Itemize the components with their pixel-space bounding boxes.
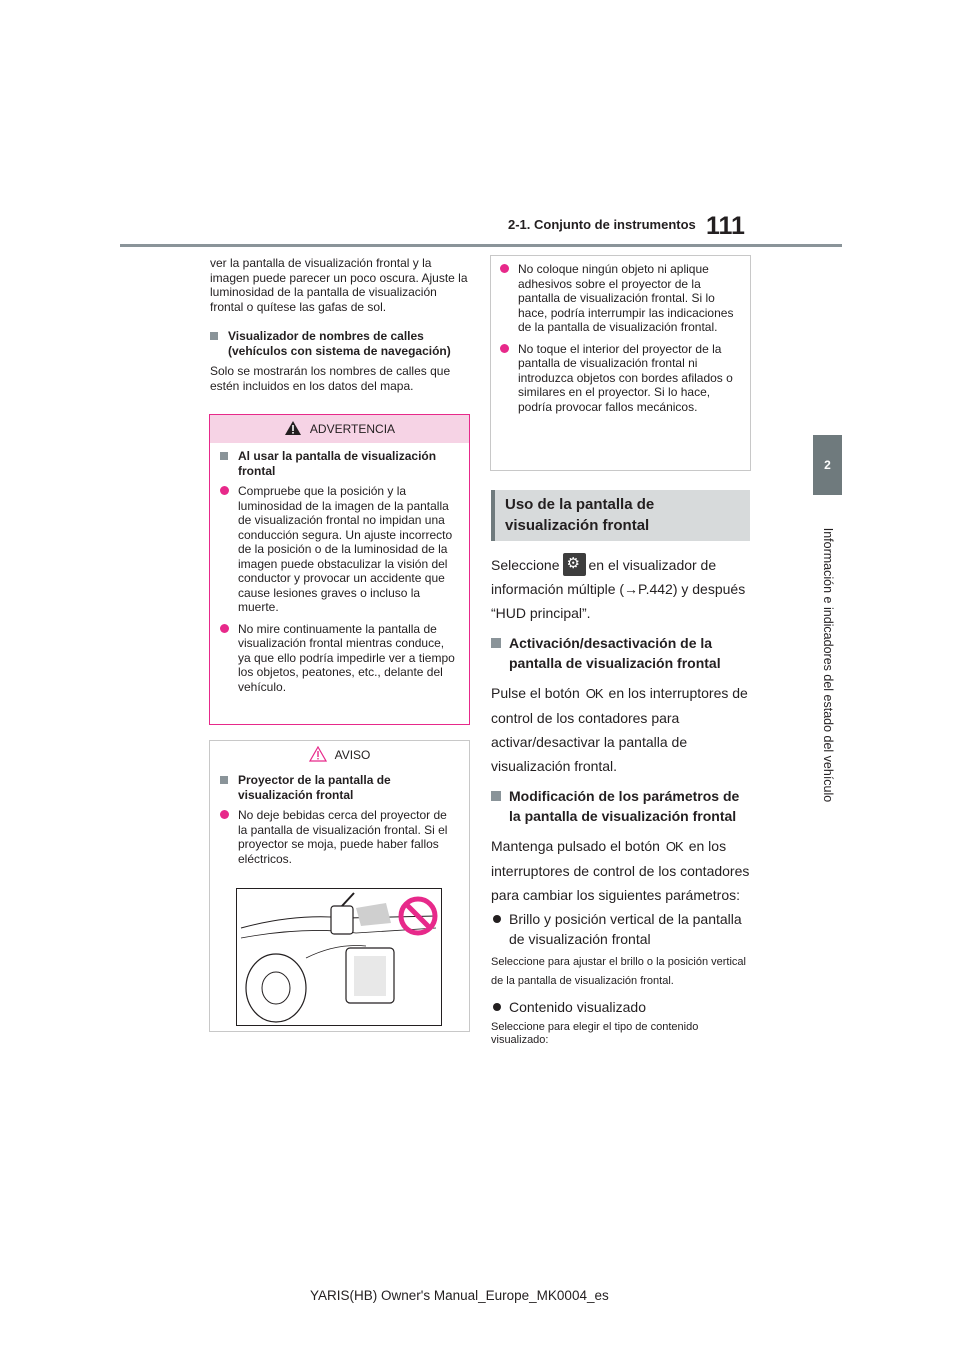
warning-header xyxy=(210,415,469,443)
modify-paragraph: Mantenga pulsado el botón OK en los interruptores de control de los contadores para cambiar los siguientes parámetros: xyxy=(491,834,753,907)
right-body xyxy=(491,553,753,1047)
notice-item: No coloque ningún objeto ni aplique adhesivos sobre el proyector de la pantalla de visualización frontal. Si lo hace, podría interrumpir las indicaciones de la pantalla de visualización frontal. xyxy=(500,262,740,335)
notice-item: No toque el interior del proyector de la pantalla de visualización frontal ni introduzca objetos con bordes afilados o similares en el proyector. Si lo hace, podría provocar fallos mecánicos. xyxy=(500,342,740,415)
square-bullet-icon xyxy=(491,791,501,801)
street-heading: Visualizador de nombres de calles (vehículos con sistema de navegación) xyxy=(228,329,451,358)
warning-item: Compruebe que la posición y la luminosidad de la imagen de la pantalla de visualización frontal no impidan una conducción segura. Un ajuste incorrecto de la posición o de la luminosidad de la imagen puede obstaculizar la visión del conductor y provocar un accidente que cause lesiones graves o incluso la muerte. xyxy=(220,484,459,615)
square-bullet-icon xyxy=(220,452,228,460)
chapter-title-text: Información e indicadores del estado del vehículo xyxy=(820,527,835,803)
select-paragraph: Seleccione⚙ en el visualizador de información múltiple (→P.442) y después “HUD principal”. xyxy=(491,553,753,625)
activation-paragraph: Pulse el botón OK en los interruptores de control de los contadores para activar/desactivar la pantalla de visualización frontal. xyxy=(491,681,753,778)
bullet-dot-icon xyxy=(493,1003,501,1011)
pink-dot-icon xyxy=(220,624,229,633)
notice-header xyxy=(210,741,469,769)
section-heading-box xyxy=(491,490,750,541)
intro-paragraph: ver la pantalla de visualización frontal y la imagen puede parecer un poco oscura. Ajuste la luminosidad de la pantalla de visualización frontal o quítese las gafas de sol. xyxy=(210,256,468,314)
parameter-bullet: Contenido visualizado xyxy=(491,997,753,1017)
warning-triangle-icon xyxy=(284,420,302,436)
bullet1-description: Seleccione para ajustar el brillo o la posición vertical de la pantalla de visualización frontal. xyxy=(491,956,746,987)
bullet-dot-icon xyxy=(493,915,501,923)
page-number: 111 xyxy=(706,212,745,240)
section-heading: Uso de la pantalla de visualización frontal xyxy=(505,496,655,534)
bullet2-description: Seleccione para elegir el tipo de contenido visualizado: xyxy=(491,1021,699,1046)
notice-box xyxy=(209,740,470,1032)
notice-box-continued xyxy=(490,255,751,471)
pink-dot-icon xyxy=(500,264,509,273)
street-text: Solo se mostrarán los nombres de calles que estén incluidos en los datos del mapa. xyxy=(210,364,451,393)
warning-title: ADVERTENCIA xyxy=(309,422,396,436)
warning-item: No mire continuamente la pantalla de visualización frontal mientras conduce, ya que ello podría impedirle ver a tiempo los objetos, peatones, etc., delante del vehículo. xyxy=(220,622,459,695)
notice-item: No deje bebidas cerca del proyector de la pantalla de visualización frontal. Si el proyector se moja, puede haber fallos eléctricos. xyxy=(220,808,459,866)
notice-title: AVISO xyxy=(334,748,371,762)
ok-button-icon: OK xyxy=(665,839,683,854)
chapter-tab: 2 xyxy=(813,435,842,495)
section-title: 2-1. Conjunto de instrumentos xyxy=(508,217,696,232)
pink-dot-icon xyxy=(220,486,229,495)
square-bullet-icon xyxy=(491,638,501,648)
notice-heading: Proyector de la pantalla de visualización frontal xyxy=(238,773,391,802)
parameter-bullet: Brillo y posición vertical de la pantalla de visualización frontal xyxy=(491,909,753,949)
pink-dot-icon xyxy=(500,344,509,353)
square-bullet-icon xyxy=(210,332,218,340)
footer-manual-id: YARIS(HB) Owner's Manual_Europe_MK0004_es xyxy=(310,1288,609,1303)
street-heading-block xyxy=(210,329,472,358)
projector-drink-illustration xyxy=(236,888,442,1026)
ok-button-icon: OK xyxy=(585,686,603,701)
header-rule xyxy=(120,244,842,247)
warning-box xyxy=(209,414,470,725)
notice-triangle-icon xyxy=(309,746,327,762)
chapter-title-vertical xyxy=(813,500,842,830)
modify-heading: Modificación de los parámetros de la pantalla de visualización frontal xyxy=(509,788,740,824)
pink-dot-icon xyxy=(220,810,229,819)
square-bullet-icon xyxy=(220,776,228,784)
gear-icon xyxy=(563,553,586,576)
warning-heading: Al usar la pantalla de visualización frontal xyxy=(238,449,437,478)
activation-heading: Activación/desactivación de la pantalla de visualización frontal xyxy=(509,635,721,671)
